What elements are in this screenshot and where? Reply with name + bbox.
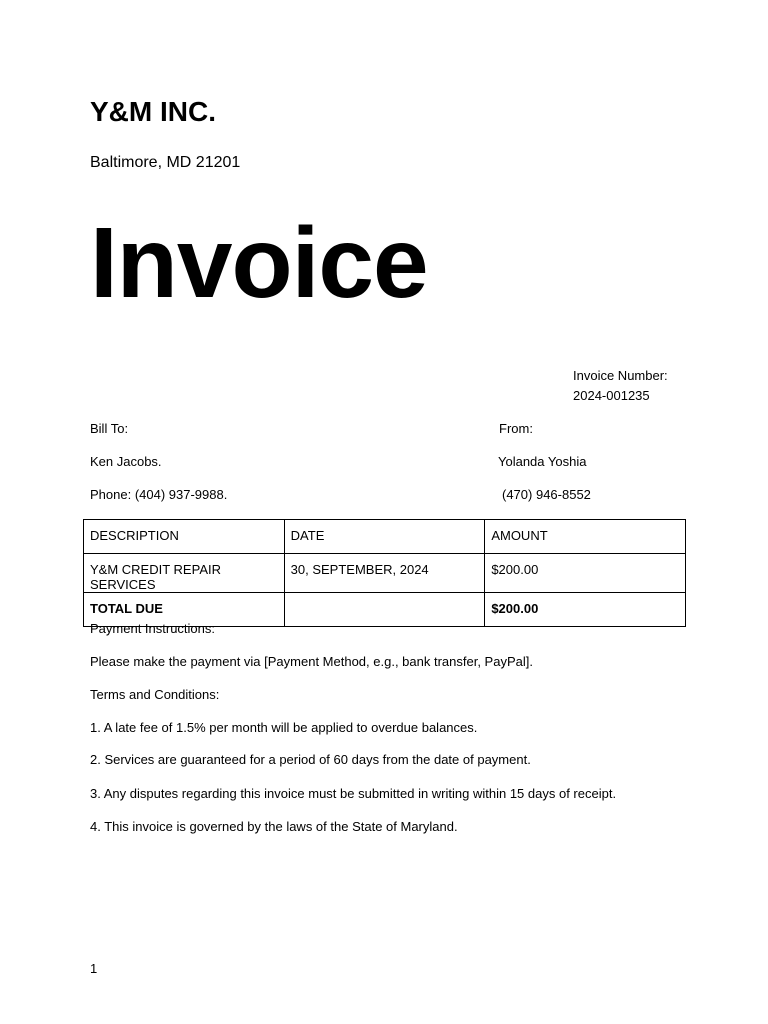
company-address: Baltimore, MD 21201 <box>90 154 241 171</box>
payment-instructions-text: Please make the payment via [Payment Method, e.g., bank transfer, PayPal]. <box>90 654 533 669</box>
page-number: 1 <box>90 961 98 976</box>
terms-item-3: 3. Any disputes regarding this invoice must be submitted in writing within 15 days of receipt. <box>90 786 617 801</box>
terms-item-2: 2. Services are guaranteed for a period of 60 days from the date of payment. <box>90 752 531 767</box>
invoice-number: 2024-001235 <box>573 388 650 403</box>
invoice-number-label: Invoice Number: <box>573 368 668 383</box>
company-name: Y&M INC. <box>90 96 216 127</box>
invoice-items-table <box>83 519 686 627</box>
bill-to-name: Ken Jacobs. <box>90 454 162 469</box>
bill-to-label: Bill To: <box>90 421 129 436</box>
payment-instructions-heading: Payment Instructions: <box>90 621 215 636</box>
from-phone: (470) 946-8552 <box>502 487 591 502</box>
header-amount: AMOUNT <box>485 520 686 554</box>
header-date: DATE <box>284 520 485 554</box>
terms-heading: Terms and Conditions: <box>90 687 220 702</box>
table-row <box>84 554 686 593</box>
from-label: From: <box>499 421 533 436</box>
header-description: DESCRIPTION <box>84 520 285 554</box>
table-header-row <box>84 520 686 554</box>
total-label: TOTAL DUE <box>84 593 285 627</box>
total-amount: $200.00 <box>485 593 686 627</box>
bill-to-phone: Phone: (404) 937-9988. <box>90 487 228 502</box>
from-name: Yolanda Yoshia <box>498 454 587 469</box>
total-date <box>284 593 485 627</box>
row-amount: $200.00 <box>485 554 686 593</box>
terms-item-4: 4. This invoice is governed by the laws of the State of Maryland. <box>90 819 458 834</box>
terms-item-1: 1. A late fee of 1.5% per month will be applied to overdue balances. <box>90 720 478 735</box>
row-date: 30, SEPTEMBER, 2024 <box>284 554 485 593</box>
document-title: Invoice <box>90 207 428 319</box>
row-description: Y&M CREDIT REPAIR SERVICES <box>84 554 285 593</box>
